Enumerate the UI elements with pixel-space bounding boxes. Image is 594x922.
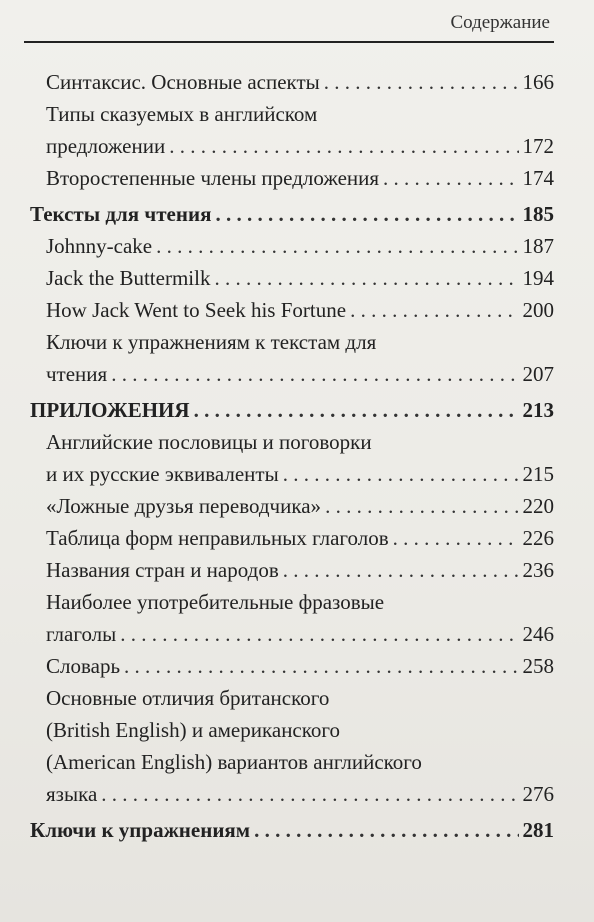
toc-entry-title: чтения	[46, 362, 108, 386]
toc-entry-leader-line	[46, 778, 554, 810]
toc-page-number: 246	[522, 622, 554, 646]
dot-leader	[156, 230, 518, 262]
toc-entry[interactable]	[0, 490, 594, 522]
toc-entry-leader-line	[30, 814, 554, 846]
toc-entry-title-line: (British English) и американского	[46, 718, 340, 742]
toc-page-number: 200	[522, 298, 554, 322]
dot-leader	[350, 294, 518, 326]
dot-leader	[169, 130, 518, 162]
toc-entry-leader-line	[30, 198, 554, 230]
dot-leader	[124, 650, 518, 682]
toc-entry[interactable]	[0, 294, 594, 326]
toc-page-number: 236	[522, 558, 554, 582]
toc-section-entry[interactable]	[0, 198, 594, 230]
toc-entry-title-line: Основные отличия британского	[46, 686, 330, 710]
toc-entry-leader-line	[46, 554, 554, 586]
toc-entry[interactable]	[0, 682, 594, 810]
toc-page-number: 166	[522, 70, 554, 94]
toc-entry[interactable]	[0, 554, 594, 586]
toc-entry-title: Ключи к упражнениям	[30, 818, 251, 842]
toc-page-number: 213	[522, 398, 554, 422]
toc-entry-leader-line	[46, 230, 554, 262]
toc-entry-title: Второстепенные члены предложения	[46, 166, 380, 190]
toc-entry-title: языка	[46, 782, 98, 806]
toc-entry-title: Jack the Buttermilk	[46, 266, 211, 290]
toc-entry-leader-line	[46, 262, 554, 294]
toc-entry-title: и их русские эквиваленты	[46, 462, 279, 486]
dot-leader	[383, 162, 518, 194]
dot-leader	[324, 66, 519, 98]
toc-page-number: 276	[522, 782, 554, 806]
toc-entry-title-line: Ключи к упражнениям к текстам для	[46, 330, 377, 354]
toc-page-number: 220	[522, 494, 554, 518]
toc-entry-title: Тексты для чтения	[30, 202, 212, 226]
toc-entry-title: ПРИЛОЖЕНИЯ	[30, 398, 190, 422]
toc-entry-title: How Jack Went to Seek his Fortune	[46, 298, 347, 322]
toc-entry[interactable]	[0, 98, 594, 162]
dot-leader	[194, 394, 519, 426]
toc-entry-leader-line	[46, 522, 554, 554]
toc-page-number: 226	[522, 526, 554, 550]
toc-entry-title-line: Английские пословицы и поговорки	[46, 430, 372, 454]
toc-entry-leader-line	[46, 618, 554, 650]
toc-page-number: 207	[522, 362, 554, 386]
toc-entry-title: глаголы	[46, 622, 117, 646]
toc-entry-title-line: Наиболее употребительные фразовые	[46, 590, 385, 614]
toc-page-number: 185	[522, 202, 554, 226]
toc-page-number: 187	[522, 234, 554, 258]
dot-leader	[214, 262, 518, 294]
toc-entry-leader-line	[46, 358, 554, 390]
toc-entry-leader-line	[46, 66, 554, 98]
toc-entry[interactable]	[0, 426, 594, 490]
toc-page-number: 215	[522, 462, 554, 486]
toc-entry-leader-line	[46, 162, 554, 194]
toc-entry-leader-line	[46, 490, 554, 522]
dot-leader	[283, 458, 519, 490]
dot-leader	[254, 814, 518, 846]
dot-leader	[325, 490, 518, 522]
toc-entry-title: Таблица форм неправильных глаголов	[46, 526, 389, 550]
toc-entry[interactable]	[0, 162, 594, 194]
dot-leader	[283, 554, 519, 586]
toc-entry-title: Названия стран и народов	[46, 558, 279, 582]
toc-entry[interactable]	[0, 326, 594, 390]
toc-section-entry[interactable]	[0, 394, 594, 426]
dot-leader	[120, 618, 518, 650]
toc-page-number: 172	[522, 134, 554, 158]
running-title: Содержание	[450, 12, 550, 33]
toc-entry-leader-line	[30, 394, 554, 426]
toc-entry-leader-line	[46, 130, 554, 162]
toc-entry[interactable]	[0, 230, 594, 262]
dot-leader	[111, 358, 518, 390]
toc-entry-title: Johnny-cake	[46, 234, 153, 258]
toc-entry-leader-line	[46, 650, 554, 682]
toc-entry-title: «Ложные друзья переводчика»	[46, 494, 322, 518]
toc-entry-title-line: Типы сказуемых в английском	[46, 102, 318, 126]
toc-entry[interactable]	[0, 262, 594, 294]
toc-page-number: 194	[522, 266, 554, 290]
dot-leader	[101, 778, 518, 810]
dot-leader	[393, 522, 519, 554]
toc-entry-leader-line	[46, 294, 554, 326]
toc-entry-title: Синтаксис. Основные аспекты	[46, 70, 320, 94]
toc-entry-leader-line	[46, 458, 554, 490]
toc-section-entry[interactable]	[0, 814, 594, 846]
dot-leader	[215, 198, 518, 230]
toc-page-number: 258	[522, 654, 554, 678]
toc-page-number: 174	[522, 166, 554, 190]
header-rule	[24, 41, 554, 43]
toc-entry[interactable]	[0, 650, 594, 682]
toc-entry[interactable]	[0, 66, 594, 98]
toc-page-number: 281	[522, 818, 554, 842]
toc-entry-title-line: (American English) вариантов английского	[46, 750, 422, 774]
toc-entry-title: предложении	[46, 134, 166, 158]
toc-entry[interactable]	[0, 522, 594, 554]
table-of-contents	[0, 66, 594, 846]
toc-entry[interactable]	[0, 586, 594, 650]
toc-entry-title: Словарь	[46, 654, 121, 678]
